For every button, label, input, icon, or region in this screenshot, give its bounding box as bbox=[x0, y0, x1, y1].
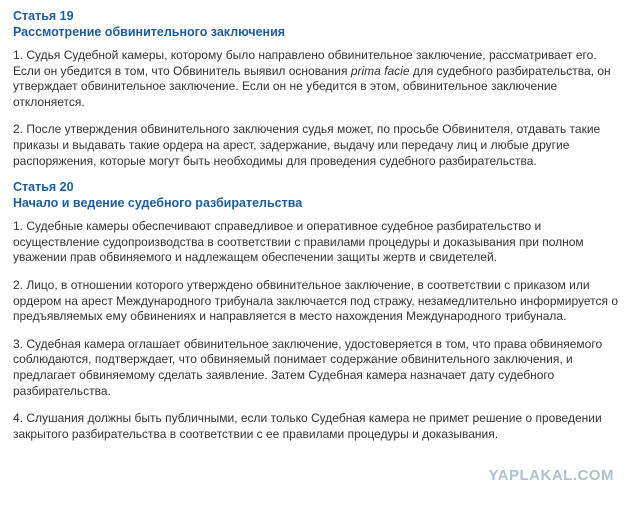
article-number: Статья 19 bbox=[13, 9, 74, 23]
paragraph-2: 2. После утверждения обвинительного заключения судья может, по просьбе Обвинителя, отдавать такие приказы и выдавать такие ордера на арест, задержание, выдачу или передачу лиц и любые другие распоряжения, которые могут быть необходимы для проведения судебного разбирательства. bbox=[13, 122, 601, 168]
article-header bbox=[13, 8, 625, 40]
paragraph-2: 2. Лицо, в отношении которого утверждено обвинительное заключение, в соответствии с приказом или ордером на арест Международного трибунала заключается под стражу, незамедлительно информируется о предъявляемых ему обвинениях и направляется в место нахождения Международного трибунала. bbox=[13, 277, 619, 324]
paragraph-1 bbox=[13, 48, 625, 110]
site-watermark: YAPLAKAL.COM bbox=[488, 467, 614, 484]
document-page bbox=[13, 8, 625, 454]
paragraph-3: 3. Судебная камера оглашает обвинительное заключение, удостоверяется в том, что права обвиняемого соблюдаются, подтверждает, что обвиняемый понимает содержание обвинительного заключения, и предлагает обвиняемому сделать заявление. Затем Судебная камера назначает дату судебного разбирательства. bbox=[13, 336, 603, 398]
article-header bbox=[13, 179, 625, 211]
article-title: Рассмотрение обвинительного заключения bbox=[13, 25, 286, 39]
italic-phrase: prima facie bbox=[350, 63, 410, 78]
paragraph-text: 1. Судья Судебной камеры, которому было направлено обвинительное заключение, рассматривает его. Если он убедится в том, что Обвинитель выявил основания bbox=[13, 48, 597, 78]
article-20 bbox=[13, 179, 625, 442]
article-title: Начало и ведение судебного разбирательства bbox=[13, 196, 303, 211]
article-number: Статья 20 bbox=[13, 180, 74, 195]
paragraph-4: 4. Слушания должны быть публичными, если только Судебная камера не примет решение о проведении закрытого разбирательства в соответствии с ее правилами процедуры и доказывания. bbox=[13, 411, 602, 441]
paragraph-text: для судебного разбирательства, он утверждает обвинительное заключение. Если он не убедится в этом, обвинительное заключение отклоняется. bbox=[13, 63, 611, 109]
article-19 bbox=[13, 8, 625, 169]
paragraph-1: 1. Судебные камеры обеспечивают справедливое и оперативное судебное разбирательство и осуществление судопроизводства в соответствии с правилами процедуры и доказывания при полном уважении прав обвиняемого и надлежащем обеспечении защиты жертв и свидетелей. bbox=[13, 219, 584, 265]
